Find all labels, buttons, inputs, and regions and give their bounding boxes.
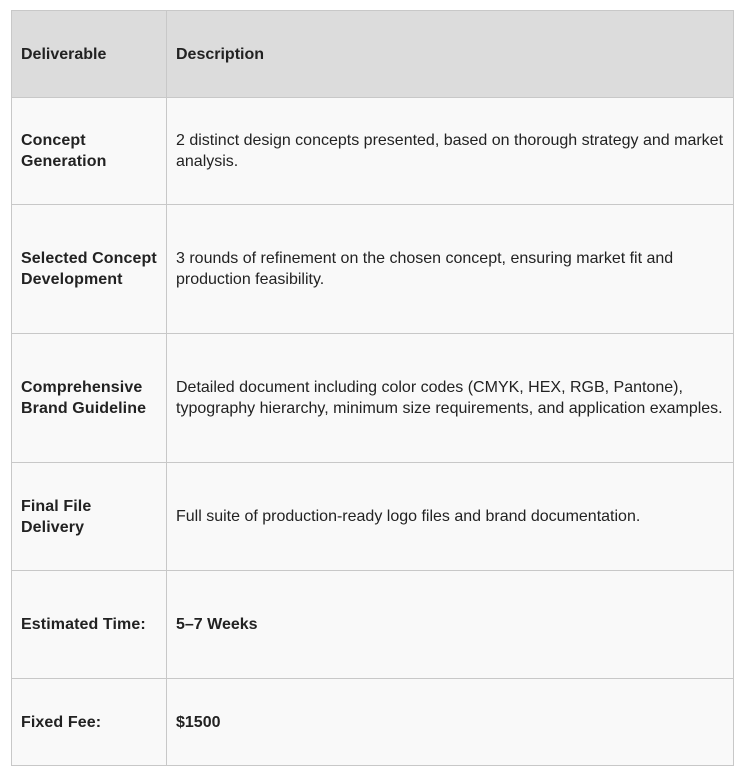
table-row-estimated-time xyxy=(12,571,734,679)
deliverables-table xyxy=(11,10,734,766)
fixed-fee-value: $1500 xyxy=(167,679,734,766)
estimated-time-value: 5–7 Weeks xyxy=(167,571,734,679)
table-row-selected-concept-development xyxy=(12,205,734,334)
deliverable-cell: Fixed Fee: xyxy=(12,679,167,766)
description-cell: 3 rounds of refinement on the chosen concept, ensuring market fit and production feasibility. xyxy=(167,205,734,334)
table-row-fixed-fee xyxy=(12,679,734,766)
deliverables-table-container xyxy=(11,10,733,766)
deliverable-cell: Final File Delivery xyxy=(12,463,167,571)
header-deliverable: Deliverable xyxy=(12,11,167,98)
deliverable-cell: Comprehensive Brand Guideline xyxy=(12,334,167,463)
deliverable-cell: Selected Concept Development xyxy=(12,205,167,334)
header-description: Description xyxy=(167,11,734,98)
description-cell: Detailed document including color codes (CMYK, HEX, RGB, Pantone), typography hierarchy, minimum size requirements, and application examples. xyxy=(167,334,734,463)
deliverable-cell: Estimated Time: xyxy=(12,571,167,679)
deliverable-cell: Concept Generation xyxy=(12,98,167,205)
table-row-concept-generation xyxy=(12,98,734,205)
description-cell: 2 distinct design concepts presented, based on thorough strategy and market analysis. xyxy=(167,98,734,205)
table-row-brand-guideline xyxy=(12,334,734,463)
table-row-final-file-delivery xyxy=(12,463,734,571)
description-cell: Full suite of production-ready logo files and brand documentation. xyxy=(167,463,734,571)
table-header-row xyxy=(12,11,734,98)
